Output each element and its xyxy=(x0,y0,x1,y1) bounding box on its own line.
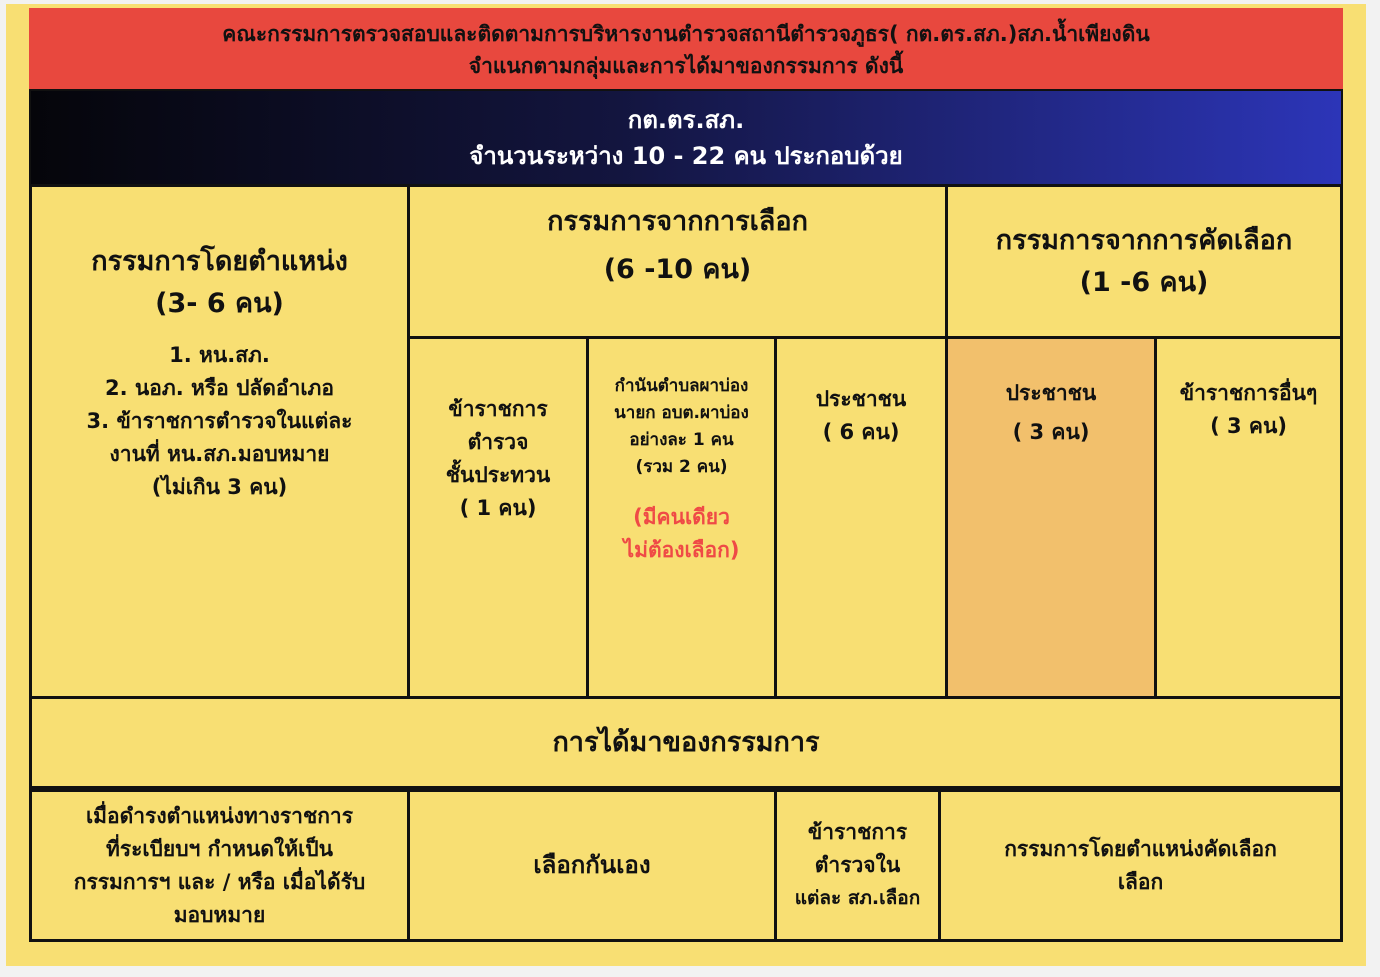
selected-citizens-label: ประชาชน xyxy=(1005,381,1097,405)
selected-header-box xyxy=(945,184,1343,339)
other-officials-count: ( 3 คน) xyxy=(1210,414,1287,438)
acq-selected-line-1: กรรมการโดยตำแหน่งคัดเลือก xyxy=(1004,836,1277,861)
elected-police-line-4: ( 1 คน) xyxy=(459,496,537,520)
acquisition-title-box xyxy=(29,696,1343,789)
acquisition-selected-box xyxy=(938,789,1343,942)
selected-title: กรรมการจากการคัดเลือก xyxy=(995,224,1293,256)
acq-ex-officio-line-1: เมื่อดำรงตำแหน่งทางราชการ xyxy=(85,803,353,828)
ex-officio-item-1: 1. หน.สภ. xyxy=(169,343,270,367)
diagram-canvas xyxy=(6,4,1366,966)
ex-officio-item-5: (ไม่เกิน 3 คน) xyxy=(151,475,288,499)
committee-name: กต.ตร.สภ. xyxy=(627,106,745,134)
acq-ex-officio-line-2: ที่ระเบียบฯ กำหนดให้เป็น xyxy=(106,836,333,861)
header-line-2: จำแนกตามกลุ่มและการได้มาของกรรมการ ดังนี้ xyxy=(468,54,904,78)
elected-title: กรรมการจากการเลือก xyxy=(547,206,808,237)
elected-citizens-count: ( 6 คน) xyxy=(822,420,900,444)
committee-size: จำนวนระหว่าง 10 - 22 คน ประกอบด้วย xyxy=(469,142,903,170)
acquisition-elected-box xyxy=(407,789,777,942)
acq-elected-text: เลือกกันเอง xyxy=(533,851,651,879)
elected-count: (6 -10 คน) xyxy=(603,254,752,285)
other-officials-label: ข้าราชการอื่นๆ xyxy=(1179,381,1318,405)
acq-police-line-1: ข้าราชการ xyxy=(807,820,908,844)
acq-police-line-3: แต่ละ สภ.เลือก xyxy=(794,887,921,909)
elected-header-box xyxy=(407,184,948,339)
local-leaders-line-3: อย่างละ 1 คน xyxy=(629,430,734,450)
ex-officio-item-2: 2. นอภ. หรือ ปลัดอำเภอ xyxy=(105,376,334,400)
acquisition-police-box xyxy=(774,789,941,942)
local-leaders-line-2: นายก อบต.ผาบ่อง xyxy=(614,403,749,423)
local-leaders-line-4: (รวม 2 คน) xyxy=(635,457,728,477)
elected-local-leaders-box xyxy=(586,336,777,699)
selected-count: (1 -6 คน) xyxy=(1079,266,1209,298)
selected-other-officials-box xyxy=(1154,336,1343,699)
selected-citizens-count: ( 3 คน) xyxy=(1012,420,1090,444)
ex-officio-item-3: 3. ข้าราชการตำรวจในแต่ละ xyxy=(86,409,353,433)
acq-police-line-2: ตำรวจใน xyxy=(814,853,901,877)
ex-officio-title: กรรมการโดยตำแหน่ง xyxy=(91,246,348,277)
ex-officio-count: (3- 6 คน) xyxy=(155,288,284,319)
elected-police-box xyxy=(407,336,589,699)
local-leaders-note-2: ไม่ต้องเลือก) xyxy=(623,538,740,562)
header-banner xyxy=(29,8,1343,92)
acquisition-title: การได้มาของกรรมการ xyxy=(552,726,820,758)
elected-police-line-2: ตำรวจ xyxy=(467,430,529,454)
elected-citizens-label: ประชาชน xyxy=(815,387,907,411)
committee-banner xyxy=(29,89,1343,187)
ex-officio-box xyxy=(29,184,410,699)
selected-citizens-box xyxy=(945,336,1157,699)
local-leaders-line-1: กำนันตำบลผาบ่อง xyxy=(614,376,749,396)
elected-citizens-box xyxy=(774,336,948,699)
elected-police-line-1: ข้าราชการ xyxy=(448,397,548,421)
local-leaders-note-1: (มีคนเดียว xyxy=(633,505,730,529)
ex-officio-item-4: งานที่ หน.สภ.มอบหมาย xyxy=(109,442,330,466)
acq-selected-line-2: เลือก xyxy=(1117,869,1164,894)
acq-ex-officio-line-4: มอบหมาย xyxy=(173,902,266,927)
elected-police-line-3: ชั้นประทวน xyxy=(445,463,551,487)
acquisition-ex-officio-box xyxy=(29,789,410,942)
acq-ex-officio-line-3: กรรมการฯ และ / หรือ เมื่อได้รับ xyxy=(73,869,366,894)
header-line-1: คณะกรรมการตรวจสอบและติดตามการบริหารงานตำรวจสถานีตำรวจภูธร( กต.ตร.สภ.)สภ.น้ำเพียงดิน xyxy=(222,22,1150,46)
